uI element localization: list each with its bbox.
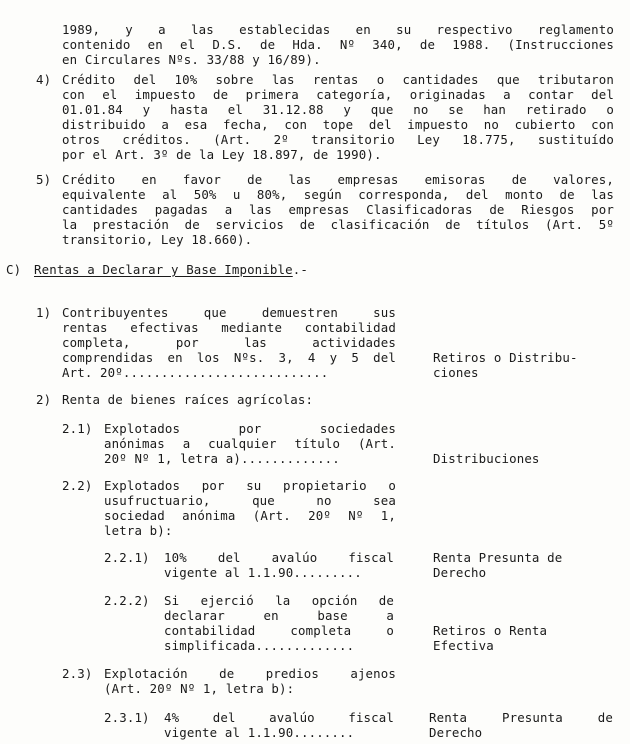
c2-text: Renta de bienes raíces agrícolas: — [62, 392, 314, 407]
c23-line: (Art. 20º Nº 1, letra b): — [104, 681, 295, 696]
c2-number: 2) — [36, 392, 52, 407]
c221-right-line: Derecho — [433, 565, 487, 580]
c22-line: letra b): — [104, 523, 173, 538]
item-5-line: equivalente al 50% u 80%, según corresponda, del monto de las — [62, 187, 614, 202]
c231-right-line: Derecho — [429, 725, 483, 740]
c21-line: anónimas a cualquier título (Art. — [104, 436, 396, 451]
c231-line: vigente al 1.1.90........ — [164, 725, 355, 740]
item-5-line: la prestación de servicios de clasificación de títulos (Art. 5º — [62, 217, 614, 232]
item-4-number: 4) — [36, 72, 52, 87]
section-c-suffix: .- — [292, 262, 308, 277]
c221-number: 2.2.1) — [104, 550, 150, 565]
item-5-number: 5) — [36, 172, 52, 187]
item-4-line: 01.01.84 y hasta el 31.12.88 y que no se han retirado o — [62, 102, 614, 117]
c222-line: contabilidad completa o — [164, 623, 394, 638]
c1-line: rentas efectivas mediante contabilidad — [62, 320, 396, 335]
c231-right-line: Renta Presunta de — [429, 710, 613, 725]
intro-line: 1989, y a las establecidas en su respectivo reglamento — [62, 22, 614, 37]
section-c-letter: C) — [6, 262, 22, 277]
c23-number: 2.3) — [62, 666, 93, 681]
c1-line: Art. 20º........................... — [62, 365, 329, 380]
item-4-line: por el Art. 3º de la Ley 18.897, de 1990). — [62, 147, 382, 162]
c222-line: declarar en base a — [164, 608, 394, 623]
c231-number: 2.3.1) — [104, 710, 150, 725]
item-4-line: distribuido a esa fecha, con tope del impuesto no cubierto con — [62, 117, 614, 132]
c222-right-line: Retiros o Renta — [433, 623, 548, 638]
c231-line: 4% del avalúo fiscal — [164, 710, 394, 725]
item-4-line: otros créditos. (Art. 2º transitorio Ley 18.775, sustituído — [62, 132, 614, 147]
c1-right-line: Retiros o Distribu- — [433, 350, 578, 365]
c222-right-line: Efectiva — [433, 638, 494, 653]
c222-number: 2.2.2) — [104, 593, 150, 608]
c1-right-line: ciones — [433, 365, 479, 380]
c221-right-line: Renta Presunta de — [433, 550, 563, 565]
c21-line: Explotados por sociedades — [104, 421, 396, 436]
section-c-title: Rentas a Declarar y Base Imponible — [34, 262, 293, 277]
c22-line: usufructuario, que no sea — [104, 493, 396, 508]
c1-number: 1) — [36, 305, 52, 320]
c1-line: completa, por las actividades — [62, 335, 396, 350]
c22-number: 2.2) — [62, 478, 93, 493]
c1-line: comprendidas en los Nºs. 3, 4 y 5 del — [62, 350, 396, 365]
c222-line: simplificada............. — [164, 638, 355, 653]
intro-line: en Circulares Nºs. 33/88 y 16/89). — [62, 52, 321, 67]
c22-line: sociedad anónima (Art. 20º Nº 1, — [104, 508, 396, 523]
section-c-heading — [34, 262, 308, 277]
c221-line: vigente al 1.1.90......... — [164, 565, 362, 580]
item-5-line: Crédito en favor de las empresas emisoras de valores, — [62, 172, 614, 187]
c221-line: 10% del avalúo fiscal — [164, 550, 394, 565]
c21-line: 20º Nº 1, letra a)............. — [104, 451, 340, 466]
item-4-line: Crédito del 10% sobre las rentas o cantidades que tributaron — [62, 72, 614, 87]
c21-number: 2.1) — [62, 421, 93, 436]
c222-line: Si ejerció la opción de — [164, 593, 394, 608]
item-4-line: con el impuesto de primera categoría, originadas a contar del — [62, 87, 614, 102]
intro-line: contenido en el D.S. de Hda. Nº 340, de 1988. (Instrucciones — [62, 37, 614, 52]
item-5-line: cantidades pagadas a las empresas Clasificadoras de Riesgos por — [62, 202, 614, 217]
c21-right-line: Distribuciones — [433, 451, 540, 466]
c22-line: Explotados por su propietario o — [104, 478, 396, 493]
item-5-line: transitorio, Ley 18.660). — [62, 232, 253, 247]
c1-line: Contribuyentes que demuestren sus — [62, 305, 396, 320]
c23-line: Explotación de predios ajenos — [104, 666, 396, 681]
